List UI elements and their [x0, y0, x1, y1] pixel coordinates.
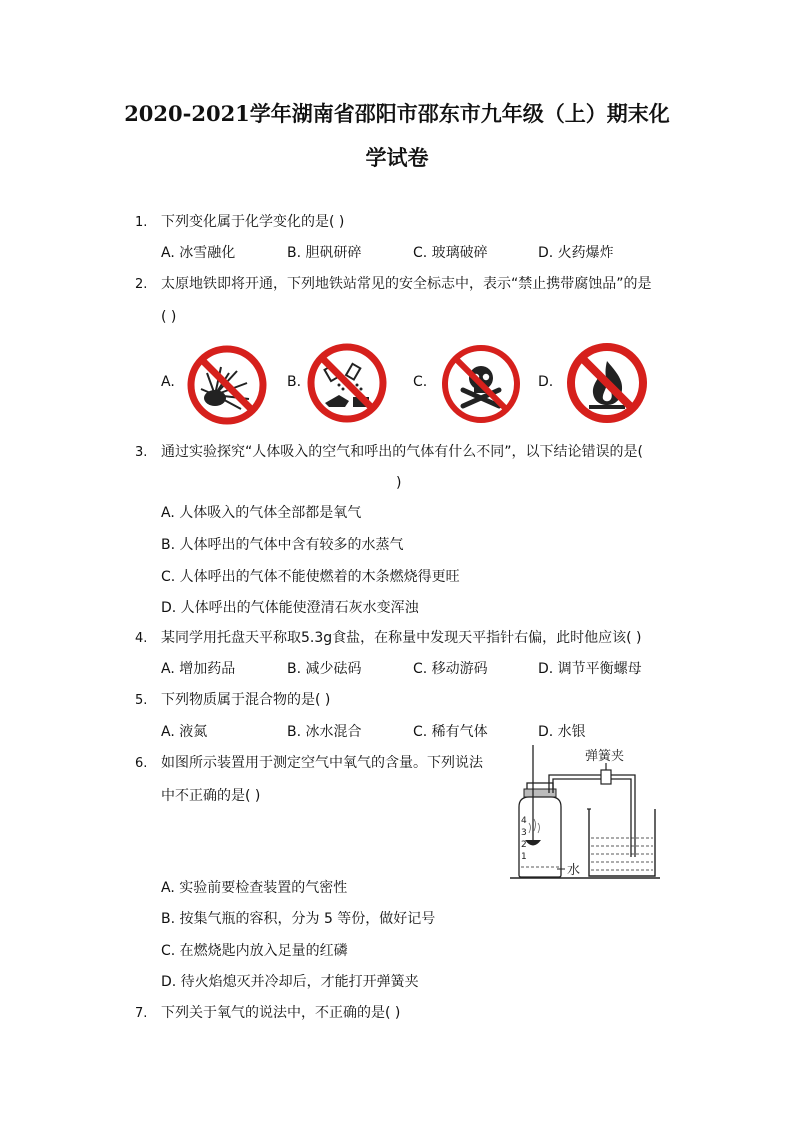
question-stem: 某同学用托盘天平称取5.3g食盐，在称量中发现天平指针右偏，此时他应该( )	[161, 630, 642, 646]
sign-label-d: D.	[538, 374, 554, 390]
option-c: C. 玻璃破碎	[413, 245, 488, 261]
option-d: D. 火药爆炸	[538, 245, 614, 261]
question-stem: 下列物质属于混合物的是( )	[161, 692, 331, 708]
option-b: B. 胆矾研碎	[287, 245, 362, 261]
option-d: D. 待火焰熄灭并冷却后，才能打开弹簧夹	[161, 974, 419, 990]
no-corrosives-icon	[305, 341, 389, 425]
scale-mark: 3	[521, 828, 527, 838]
question-number: 2.	[135, 277, 148, 292]
option-d: D. 水银	[538, 724, 586, 740]
question-stem: 太原地铁即将开通，下列地铁站常见的安全标志中，表示“禁止携带腐蚀品”的是	[161, 276, 652, 292]
sign-label-c: C.	[413, 374, 428, 390]
option-c: C. 移动游码	[413, 661, 488, 677]
question-stem: 下列关于氧气的说法中，不正确的是( )	[161, 1005, 401, 1021]
question-number: 7.	[135, 1006, 148, 1021]
option-a: A. 冰雪融化	[161, 245, 236, 261]
option-a: A. 增加药品	[161, 661, 236, 677]
no-fire-icon	[565, 341, 649, 425]
page-title-cont: 学试卷	[365, 145, 429, 170]
option-b: B. 按集气瓶的容积，分为 5 等份，做好记号	[161, 911, 436, 927]
no-toxic-icon	[439, 342, 523, 426]
scale-mark: 4	[521, 816, 527, 826]
question-stem-cont: 中不正确的是( )	[161, 788, 261, 804]
sign-label-a: A.	[161, 374, 175, 390]
scale-mark: 1	[521, 852, 527, 862]
option-c: C. 在燃烧匙内放入足量的红磷	[161, 943, 348, 959]
question-number: 1.	[135, 215, 148, 230]
option-b: B. 人体呼出的气体中含有较多的水蒸气	[161, 537, 404, 553]
clip-label: 弹簧夹	[585, 749, 625, 764]
question-number: 6.	[135, 756, 148, 771]
option-a: A. 人体吸入的气体全部都是氧气	[161, 505, 362, 521]
question-number: 3.	[135, 445, 148, 460]
question-stem-cont: )	[396, 475, 402, 491]
option-d: D. 调节平衡螺母	[538, 661, 642, 677]
question-number: 4.	[135, 631, 148, 646]
question-stem: 通过实验探究“人体吸入的空气和呼出的气体有什么不同”，以下结论错误的是(	[161, 444, 643, 460]
page-title: 2020-2021学年湖南省邵阳市邵东市九年级（上）期末化	[124, 101, 670, 126]
option-c: C. 人体呼出的气体不能使燃着的木条燃烧得更旺	[161, 569, 460, 585]
option-a: A. 实验前要检查装置的气密性	[161, 880, 348, 896]
option-b: B. 冰水混合	[287, 724, 362, 740]
question-number: 5.	[135, 693, 148, 708]
option-b: B. 减少砝码	[287, 661, 362, 677]
question-stem: 下列变化属于化学变化的是( )	[161, 214, 345, 230]
option-d: D. 人体呼出的气体能使澄清石灰水变浑浊	[161, 600, 419, 616]
question-stem-cont: ( )	[161, 309, 177, 325]
question-stem: 如图所示装置用于测定空气中氧气的含量。下列说法	[161, 755, 483, 771]
option-c: C. 稀有气体	[413, 724, 488, 740]
water-label: 水	[567, 863, 581, 878]
option-a: A. 液氮	[161, 724, 208, 740]
scale-mark: 2	[521, 840, 527, 850]
no-explosives-icon	[185, 343, 269, 427]
sign-label-b: B.	[287, 374, 302, 390]
oxygen-apparatus-figure	[505, 745, 665, 889]
